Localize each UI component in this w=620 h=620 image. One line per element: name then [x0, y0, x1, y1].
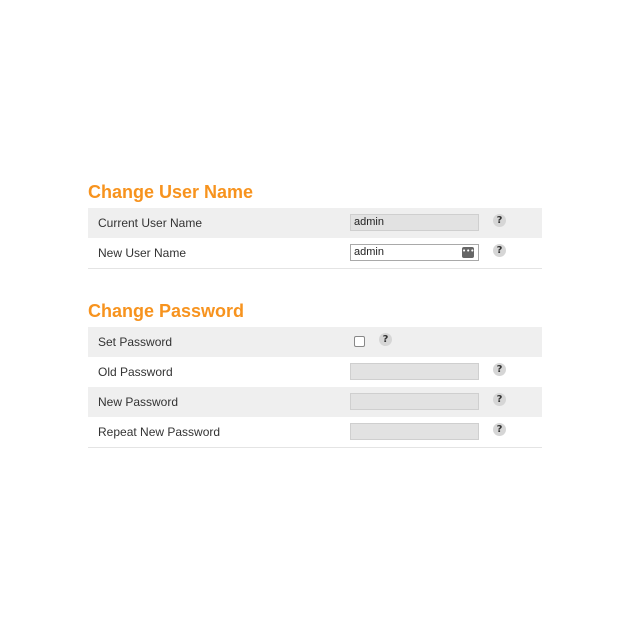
change-password-section — [88, 300, 542, 448]
repeat-password-input[interactable] — [350, 423, 479, 440]
old-password-label: Old Password — [98, 365, 173, 379]
set-password-row — [88, 327, 542, 357]
help-icon[interactable]: ? — [493, 244, 506, 257]
set-password-label: Set Password — [98, 335, 173, 349]
old-password-row — [88, 357, 542, 387]
current-username-row — [88, 208, 542, 238]
new-password-input[interactable] — [350, 393, 479, 410]
help-icon[interactable]: ? — [493, 393, 506, 406]
new-username-value: admin — [354, 246, 384, 258]
repeat-password-label: Repeat New Password — [98, 425, 221, 439]
help-icon[interactable]: ? — [379, 333, 392, 346]
change-username-section — [88, 181, 542, 269]
set-password-checkbox[interactable] — [354, 336, 365, 347]
current-username-field: admin — [350, 214, 479, 231]
new-password-label: New Password — [98, 395, 179, 409]
help-icon[interactable]: ? — [493, 363, 506, 376]
password-manager-key-icon[interactable]: ••• — [462, 247, 474, 258]
repeat-password-row — [88, 417, 542, 447]
help-icon[interactable]: ? — [493, 214, 506, 227]
new-username-label: New User Name — [98, 246, 187, 260]
change-password-title: Change Password — [88, 301, 245, 321]
new-password-row — [88, 387, 542, 417]
new-username-input[interactable] — [350, 244, 479, 261]
change-username-title: Change User Name — [88, 182, 254, 202]
new-username-row — [88, 238, 542, 268]
old-password-input[interactable] — [350, 363, 479, 380]
current-username-label: Current User Name — [98, 216, 203, 230]
help-icon[interactable]: ? — [493, 423, 506, 436]
